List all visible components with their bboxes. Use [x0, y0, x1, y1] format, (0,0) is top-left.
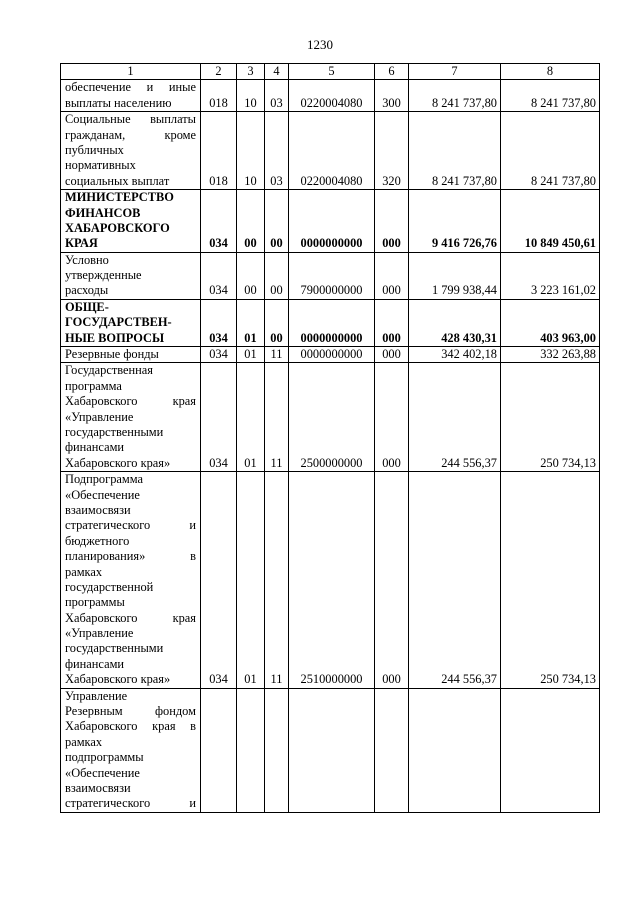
row-name-line: Государственная: [65, 363, 153, 378]
target-article-cell: 0000000000: [289, 190, 375, 253]
target-article-cell: 7900000000: [289, 252, 375, 299]
section-code-cell: 01: [237, 472, 265, 688]
ministry-code-cell: 034: [201, 299, 237, 346]
section-code-cell: 10: [237, 112, 265, 190]
table-row: [61, 688, 600, 812]
budget-table: [60, 63, 600, 813]
section-code-cell: 01: [237, 347, 265, 363]
amount-year-2-cell: 10 849 450,61: [501, 190, 600, 253]
ministry-code-cell: 034: [201, 252, 237, 299]
row-name-line: программы: [65, 595, 125, 610]
row-name-line: «Управление: [65, 626, 134, 641]
section-code-cell: 10: [237, 80, 265, 112]
row-name-line: Хабаровского края»: [65, 672, 171, 687]
table-row: [61, 299, 600, 346]
row-name-line: Резервным фондом: [65, 704, 196, 719]
section-code-cell: 00: [237, 252, 265, 299]
amount-year-1-cell: 244 556,37: [409, 472, 501, 688]
row-name-line: «Обеспечение: [65, 487, 140, 502]
amount-year-2-cell: 250 734,13: [501, 472, 600, 688]
row-name-line: «Обеспечение: [65, 765, 140, 780]
amount-year-1-cell: 9 416 726,76: [409, 190, 501, 253]
row-name-line: ОБЩЕ-: [65, 299, 109, 314]
row-name-cell: [61, 80, 201, 112]
ministry-code-cell: 018: [201, 112, 237, 190]
table-row: [61, 363, 600, 472]
target-article-cell: 0220004080: [289, 112, 375, 190]
target-article-cell: 0000000000: [289, 347, 375, 363]
row-name-line: Хабаровского края в: [65, 719, 196, 734]
amount-year-1-cell: [409, 688, 501, 812]
section-code-cell: 00: [237, 190, 265, 253]
ministry-code-cell: [201, 688, 237, 812]
row-name-line: стратегического и: [65, 518, 196, 533]
subsection-code-cell: 03: [265, 80, 289, 112]
table-row: [61, 112, 600, 190]
row-name-cell: [61, 363, 201, 472]
table-header-row: [61, 64, 600, 80]
amount-year-2-cell: 332 263,88: [501, 347, 600, 363]
expense-type-cell: 000: [375, 363, 409, 472]
amount-year-1-cell: 428 430,31: [409, 299, 501, 346]
row-name-cell: [61, 190, 201, 253]
row-name-cell: [61, 112, 201, 190]
row-name-line: Подпрограмма: [65, 472, 143, 487]
row-name-line: государственными: [65, 425, 164, 440]
amount-year-1-cell: 8 241 737,80: [409, 80, 501, 112]
table-row: [61, 252, 600, 299]
row-name-line: Резервные фонды: [65, 347, 159, 362]
subsection-code-cell: 00: [265, 190, 289, 253]
ministry-code-cell: 034: [201, 190, 237, 253]
subsection-code-cell: 11: [265, 363, 289, 472]
amount-year-2-cell: 8 241 737,80: [501, 112, 600, 190]
expense-type-cell: 000: [375, 190, 409, 253]
row-name-line: рамках: [65, 564, 103, 579]
row-name-line: ХАБАРОВСКОГО: [65, 220, 170, 235]
subsection-code-cell: 00: [265, 252, 289, 299]
expense-type-cell: [375, 688, 409, 812]
header-cell-6: 6: [375, 64, 409, 80]
ministry-code-cell: 034: [201, 363, 237, 472]
row-name-line: МИНИСТЕРСТВО: [65, 190, 174, 205]
row-name-line: утвержденные: [65, 268, 142, 283]
amount-year-1-cell: 8 241 737,80: [409, 112, 501, 190]
table-row: [61, 190, 600, 253]
row-name-line: Хабаровского края: [65, 610, 196, 625]
row-name-line: выплаты населению: [65, 95, 172, 110]
row-name-line: государственными: [65, 641, 164, 656]
row-name-cell: [61, 688, 201, 812]
target-article-cell: [289, 688, 375, 812]
amount-year-1-cell: 342 402,18: [409, 347, 501, 363]
row-name-line: бюджетного: [65, 533, 130, 548]
amount-year-2-cell: 8 241 737,80: [501, 80, 600, 112]
row-name-line: финансами: [65, 656, 125, 671]
row-name-line: НЫЕ ВОПРОСЫ: [65, 330, 165, 345]
row-name-cell: [61, 299, 201, 346]
row-name-line: финансами: [65, 440, 125, 455]
row-name-line: Социальные выплаты: [65, 112, 196, 127]
page-number: 1230: [307, 37, 333, 52]
target-article-cell: 0000000000: [289, 299, 375, 346]
subsection-code-cell: [265, 688, 289, 812]
header-cell-1: 1: [61, 64, 201, 80]
subsection-code-cell: 11: [265, 347, 289, 363]
row-name-line: Управление: [65, 688, 128, 703]
row-name-line: нормативных: [65, 158, 136, 173]
row-name-line: социальных выплат: [65, 173, 170, 188]
amount-year-2-cell: 250 734,13: [501, 363, 600, 472]
row-name-line: стратегического и: [65, 796, 196, 811]
row-name-line: программа: [65, 378, 122, 393]
table-row: [61, 80, 600, 112]
row-name-line: взаимосвязи: [65, 781, 131, 795]
subsection-code-cell: 03: [265, 112, 289, 190]
row-name-cell: [61, 472, 201, 688]
header-cell-2: 2: [201, 64, 237, 80]
expense-type-cell: 300: [375, 80, 409, 112]
row-name-line: гражданам, кроме: [65, 127, 196, 142]
row-name-cell: [61, 347, 201, 363]
row-name-line: ФИНАНСОВ: [65, 205, 141, 220]
expense-type-cell: 320: [375, 112, 409, 190]
section-code-cell: 01: [237, 363, 265, 472]
row-name-line: «Управление: [65, 409, 134, 424]
row-name-line: Условно: [65, 252, 109, 267]
expense-type-cell: 000: [375, 347, 409, 363]
amount-year-2-cell: 403 963,00: [501, 299, 600, 346]
expense-type-cell: 000: [375, 299, 409, 346]
row-name-line: рамках: [65, 734, 103, 749]
header-cell-4: 4: [265, 64, 289, 80]
row-name-line: расходы: [65, 283, 109, 298]
header-cell-8: 8: [501, 64, 600, 80]
ministry-code-cell: 018: [201, 80, 237, 112]
row-name-line: обеспечение и иные: [65, 80, 196, 95]
row-name-cell: [61, 252, 201, 299]
expense-type-cell: 000: [375, 252, 409, 299]
subsection-code-cell: 00: [265, 299, 289, 346]
section-code-cell: 01: [237, 299, 265, 346]
target-article-cell: 2510000000: [289, 472, 375, 688]
subsection-code-cell: 11: [265, 472, 289, 688]
row-name-line: ГОСУДАРСТВЕН-: [65, 315, 172, 330]
amount-year-2-cell: [501, 688, 600, 812]
target-article-cell: 2500000000: [289, 363, 375, 472]
row-name-line: КРАЯ: [65, 236, 98, 251]
row-name-line: Хабаровского края»: [65, 455, 171, 470]
row-name-line: взаимосвязи: [65, 502, 131, 517]
table-row: [61, 347, 600, 363]
row-name-line: планирования» в: [65, 549, 196, 564]
amount-year-2-cell: 3 223 161,02: [501, 252, 600, 299]
header-cell-7: 7: [409, 64, 501, 80]
header-cell-3: 3: [237, 64, 265, 80]
ministry-code-cell: 034: [201, 472, 237, 688]
target-article-cell: 0220004080: [289, 80, 375, 112]
header-cell-5: 5: [289, 64, 375, 80]
row-name-line: публичных: [65, 142, 124, 157]
amount-year-1-cell: 1 799 938,44: [409, 252, 501, 299]
amount-year-1-cell: 244 556,37: [409, 363, 501, 472]
row-name-line: Хабаровского края: [65, 394, 196, 409]
table-row: [61, 472, 600, 688]
section-code-cell: [237, 688, 265, 812]
row-name-line: государственной: [65, 579, 154, 594]
expense-type-cell: 000: [375, 472, 409, 688]
ministry-code-cell: 034: [201, 347, 237, 363]
row-name-line: подпрограммы: [65, 750, 144, 765]
